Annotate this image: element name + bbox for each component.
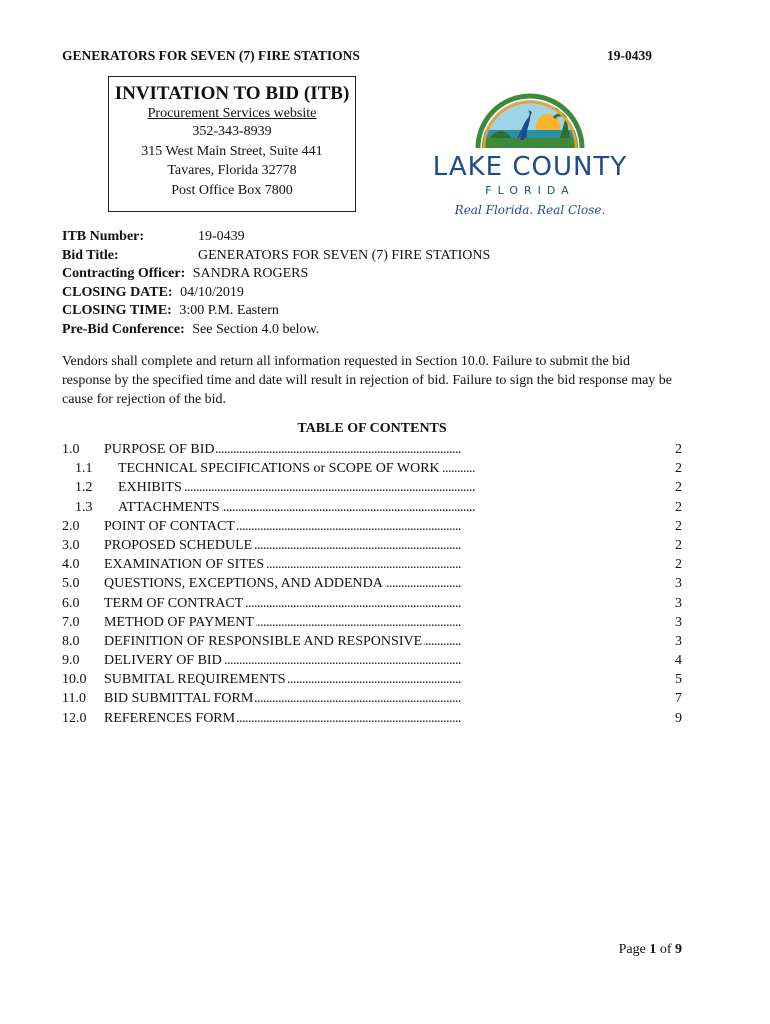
page-header	[62, 48, 680, 66]
closing-time-label: CLOSING TIME:	[62, 303, 172, 318]
itb-title: INVITATION TO BID (ITB)	[114, 83, 350, 104]
intro-paragraph: Vendors shall complete and return all information requested in Section 10.0. Failure to submit the bid response by the specified time and date will result in rejection of bid. Failure to sign the bid response may be cause for rejection of the bid.	[62, 354, 673, 407]
toc-entry-number: 7.0	[62, 614, 80, 630]
toc-entry-page: 2	[675, 461, 682, 477]
toc-entry-label: REFERENCES FORM . . .	[104, 709, 668, 728]
toc-entry-label: DEFINITION OF RESPONSIBLE AND RESPONSIVE . . .	[104, 632, 668, 651]
toc-entry-page: 9	[675, 710, 682, 726]
contracting-officer-row	[62, 265, 319, 284]
toc-entry-page: 2	[675, 537, 682, 553]
page-footer	[619, 942, 682, 958]
toc-entry-number: 12.0	[62, 710, 87, 726]
itb-address-line2: Tavares, Florida 32778	[167, 163, 297, 178]
toc-entry-page: 3	[675, 595, 682, 611]
toc-entry[interactable]	[62, 498, 682, 517]
logo-emblem-icon	[420, 86, 640, 152]
itb-info-box	[108, 76, 356, 212]
toc-entry-page: 3	[675, 633, 682, 649]
toc-entry-page: 4	[675, 653, 682, 669]
toc-entry-label: BID SUBMITTAL FORM . . .	[104, 689, 668, 708]
toc-entry-page: 2	[675, 557, 682, 573]
prebid-row	[62, 321, 319, 340]
itb-number-row	[62, 228, 319, 247]
toc-title: TABLE OF CONTENTS	[297, 421, 447, 436]
contracting-officer-value: SANDRA ROGERS	[192, 266, 309, 281]
toc-entry-page: 2	[675, 518, 682, 534]
toc-entry-number: 4.0	[62, 557, 80, 573]
itb-number-value: 19-0439	[198, 229, 245, 244]
toc-entry-page: 5	[675, 672, 682, 688]
toc-entry-number: 3.0	[62, 537, 80, 553]
toc-entry-number: 6.0	[62, 595, 80, 611]
toc-entry-label: TECHNICAL SPECIFICATIONS or SCOPE OF WORK . . .	[118, 459, 668, 478]
toc-entry-page: 2	[675, 442, 682, 457]
toc-entry[interactable]	[62, 594, 682, 613]
prebid-label: Pre-Bid Conference:	[62, 321, 185, 337]
toc-entry[interactable]	[62, 555, 682, 574]
header-title: GENERATORS FOR SEVEN (7) FIRE STATIONS	[62, 48, 360, 63]
toc-entry-number: 1.3	[75, 499, 93, 515]
contracting-officer-label: Contracting Officer:	[62, 266, 186, 281]
toc-entry-label: EXHIBITS . . .	[118, 478, 668, 497]
procurement-website-link[interactable]: Procurement Services website	[147, 106, 317, 121]
toc-entry-page: 3	[675, 614, 682, 630]
logo-tagline: Real Florida. Real Close.	[454, 203, 606, 217]
toc-entry-label: PURPOSE OF BID . . .	[104, 440, 668, 459]
itb-address-line1: 315 West Main Street, Suite 441	[141, 143, 323, 159]
closing-time-value: 3:00 P.M. Eastern	[179, 303, 279, 318]
toc-entry-page: 2	[675, 499, 682, 515]
table-of-contents	[62, 440, 682, 728]
toc-entry[interactable]	[62, 670, 682, 689]
toc-entry-number: 1.2	[75, 480, 93, 496]
logo-state-name: FLORIDA	[485, 184, 575, 197]
closing-date-row	[62, 284, 319, 303]
toc-entry-label: POINT OF CONTACT . . .	[104, 517, 668, 536]
bid-title-label: Bid Title:	[62, 247, 119, 263]
toc-entry-label: TERM OF CONTRACT . . .	[104, 594, 668, 613]
toc-entry-number: 8.0	[62, 633, 80, 649]
footer-of-word: of	[659, 942, 672, 957]
toc-entry[interactable]	[62, 651, 682, 670]
toc-entry[interactable]	[62, 613, 682, 632]
toc-entry[interactable]	[62, 517, 682, 536]
toc-entry-label: EXAMINATION OF SITES . . .	[104, 555, 668, 574]
toc-entry-page: 7	[675, 691, 682, 707]
prebid-value: See Section 4.0 below.	[192, 321, 320, 337]
toc-entry[interactable]	[62, 536, 682, 555]
toc-entry[interactable]	[62, 440, 682, 459]
itb-number-label: ITB Number:	[62, 229, 145, 244]
closing-time-row	[62, 302, 319, 321]
toc-entry[interactable]	[62, 459, 682, 478]
toc-entry[interactable]	[62, 478, 682, 497]
toc-entry-number: 1.1	[75, 461, 93, 477]
toc-entry-label: METHOD OF PAYMENT . . .	[104, 613, 668, 632]
toc-entry-page: 2	[675, 480, 682, 496]
toc-entry[interactable]	[62, 709, 682, 728]
toc-entry-number: 9.0	[62, 653, 80, 669]
footer-total-pages: 9	[675, 942, 682, 957]
itb-po-box: Post Office Box 7800	[171, 182, 293, 198]
logo-county-name: LAKE COUNTY	[432, 152, 628, 182]
toc-entry-page: 3	[675, 576, 682, 592]
itb-phone: 352-343-8939	[192, 124, 272, 139]
toc-entry-number: 10.0	[62, 672, 87, 688]
closing-date-value: 04/10/2019	[180, 284, 244, 300]
toc-entry-number: 5.0	[62, 576, 80, 592]
footer-page-word: Page	[618, 942, 646, 957]
toc-entry-label: DELIVERY OF BID . . .	[104, 651, 668, 670]
toc-entry[interactable]	[62, 574, 682, 593]
bid-title-value: GENERATORS FOR SEVEN (7) FIRE STATIONS	[198, 247, 491, 263]
bid-title-row	[62, 247, 491, 266]
toc-entry-number: 1.0	[62, 442, 80, 457]
bid-details	[62, 228, 491, 339]
toc-entry-label: ATTACHMENTS . . .	[118, 498, 668, 517]
closing-date-label: CLOSING DATE:	[62, 284, 173, 300]
toc-entry-number: 11.0	[62, 691, 86, 707]
footer-current-page: 1	[649, 942, 657, 957]
toc-entry-label: QUESTIONS, EXCEPTIONS, AND ADDENDA . . .	[104, 574, 668, 593]
toc-entry-label: SUBMITAL REQUIREMENTS . . .	[104, 670, 668, 689]
toc-entry[interactable]	[62, 632, 682, 651]
lake-county-logo	[420, 86, 640, 222]
header-number: 19-0439	[607, 48, 652, 63]
toc-entry[interactable]	[62, 689, 682, 708]
toc-entry-number: 2.0	[62, 518, 80, 534]
toc-entry-label: PROPOSED SCHEDULE . . .	[104, 536, 668, 555]
